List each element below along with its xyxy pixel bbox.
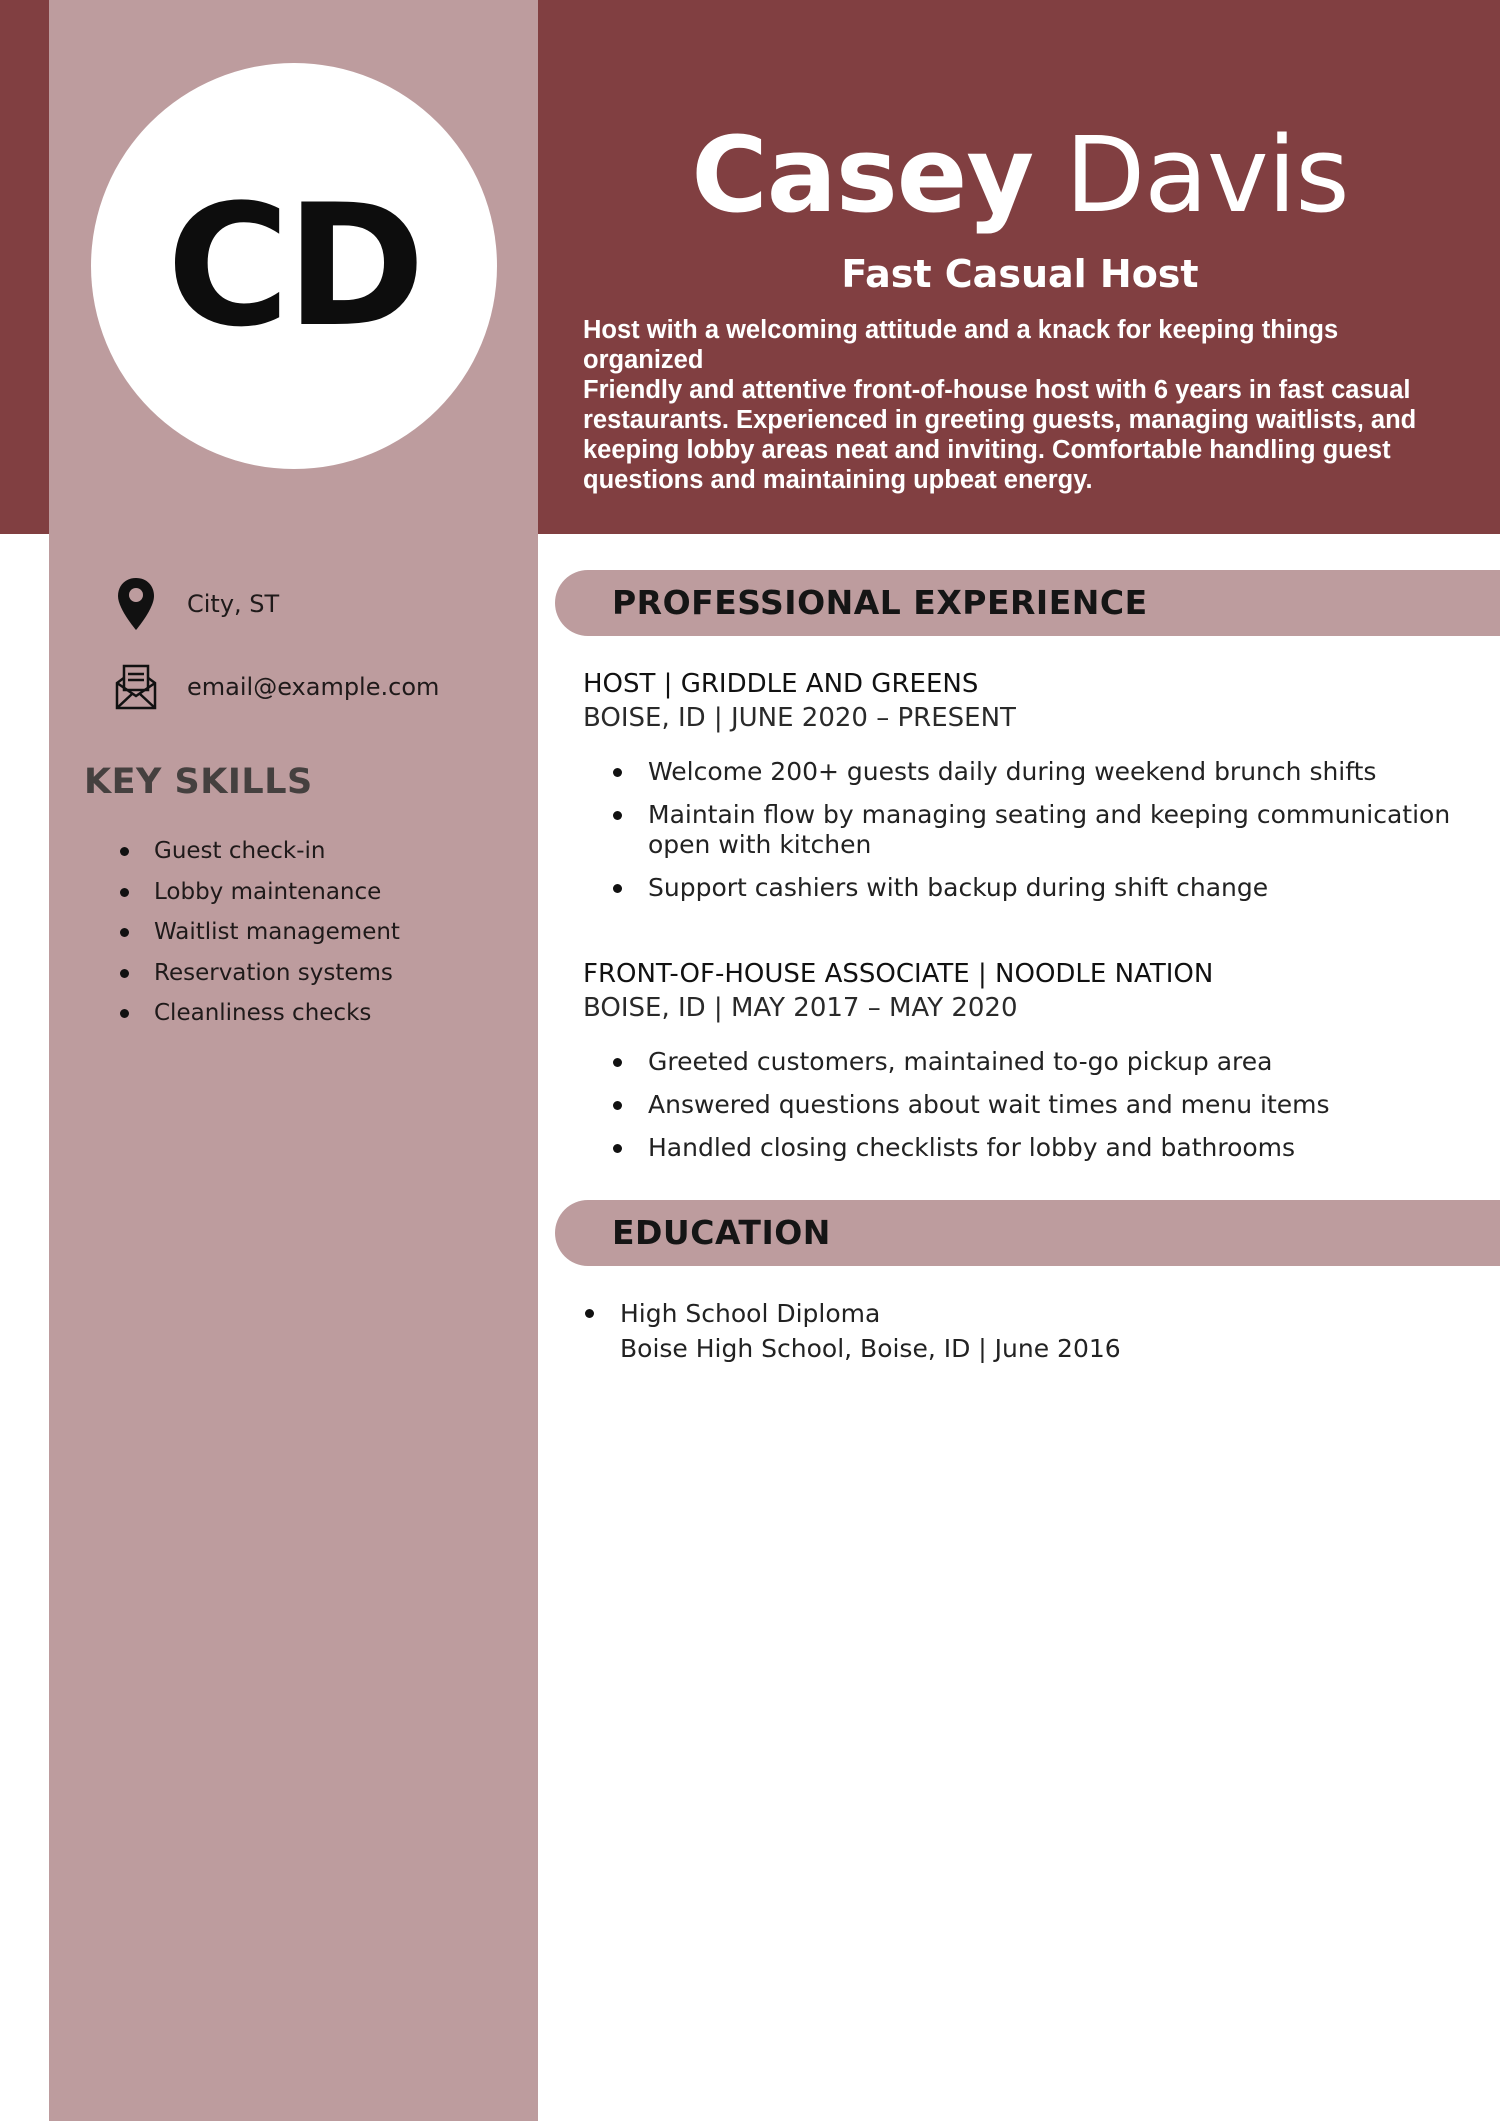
school-details: Boise High School, Boise, ID | June 2016 [620,1334,1121,1363]
email-text[interactable]: email@example.com [187,673,440,701]
first-name: Casey [691,114,1034,236]
education-heading: EDUCATION [612,1213,831,1252]
job-location-dates: BOISE, ID | MAY 2017 – MAY 2020 [583,993,1018,1023]
education-section-header [555,1200,1500,1266]
job-bullet: Support cashiers with backup during shift change [583,873,1463,903]
job-title-company: HOST | GRIDDLE AND GREENS [583,669,979,699]
job-location-dates: BOISE, ID | JUNE 2020 – PRESENT [583,703,1016,733]
location-text: City, ST [187,590,280,618]
job-bullet: Handled closing checklists for lobby and bathrooms [583,1133,1463,1163]
candidate-name [540,114,1500,236]
job-entry [583,957,1463,1176]
job-bullets [583,757,1463,903]
experience-section-header [555,570,1500,636]
job-title: Fast Casual Host [841,252,1199,296]
job-bullet: Welcome 200+ guests daily during weekend brunch shifts [583,757,1463,787]
contact-location [113,576,279,632]
skills-heading: KEY SKILLS [84,762,313,802]
monogram: CD [166,168,422,364]
envelope-icon [113,659,159,715]
skill-item: Reservation systems [112,953,400,994]
skill-item: Cleanliness checks [112,993,400,1034]
job-bullets [583,1047,1463,1163]
degree: High School Diploma [620,1299,881,1328]
tagline: Host with a welcoming attitude and a knack for keeping things organized [583,316,1339,374]
map-pin-icon [113,576,159,632]
contact-email [113,659,439,715]
skill-item: Waitlist management [112,912,400,953]
skill-item: Lobby maintenance [112,872,400,913]
job-entry [583,667,1463,916]
summary-block [583,315,1433,495]
job-bullet: Maintain flow by managing seating and keeping communication open with kitchen [583,800,1463,860]
job-bullet: Answered questions about wait times and menu items [583,1090,1463,1120]
summary-text: Friendly and attentive front-of-house host with 6 years in fast casual restaurants. Experienced in greeting guests, managing waitlists, and keeping lobby areas neat and inviting. Comfortable handling guest questions and maintaining upbeat energy. [583,376,1417,494]
job-bullet: Greeted customers, maintained to-go pickup area [583,1047,1463,1077]
education-entry [583,1296,1463,1366]
skill-item: Guest check-in [112,831,400,872]
last-name: Davis [1065,114,1349,236]
education-item [583,1296,1463,1366]
experience-heading: PROFESSIONAL EXPERIENCE [612,583,1148,622]
monogram-circle [91,63,497,469]
skills-list [112,831,400,1034]
job-title-company: FRONT-OF-HOUSE ASSOCIATE | NOODLE NATION [583,959,1214,989]
